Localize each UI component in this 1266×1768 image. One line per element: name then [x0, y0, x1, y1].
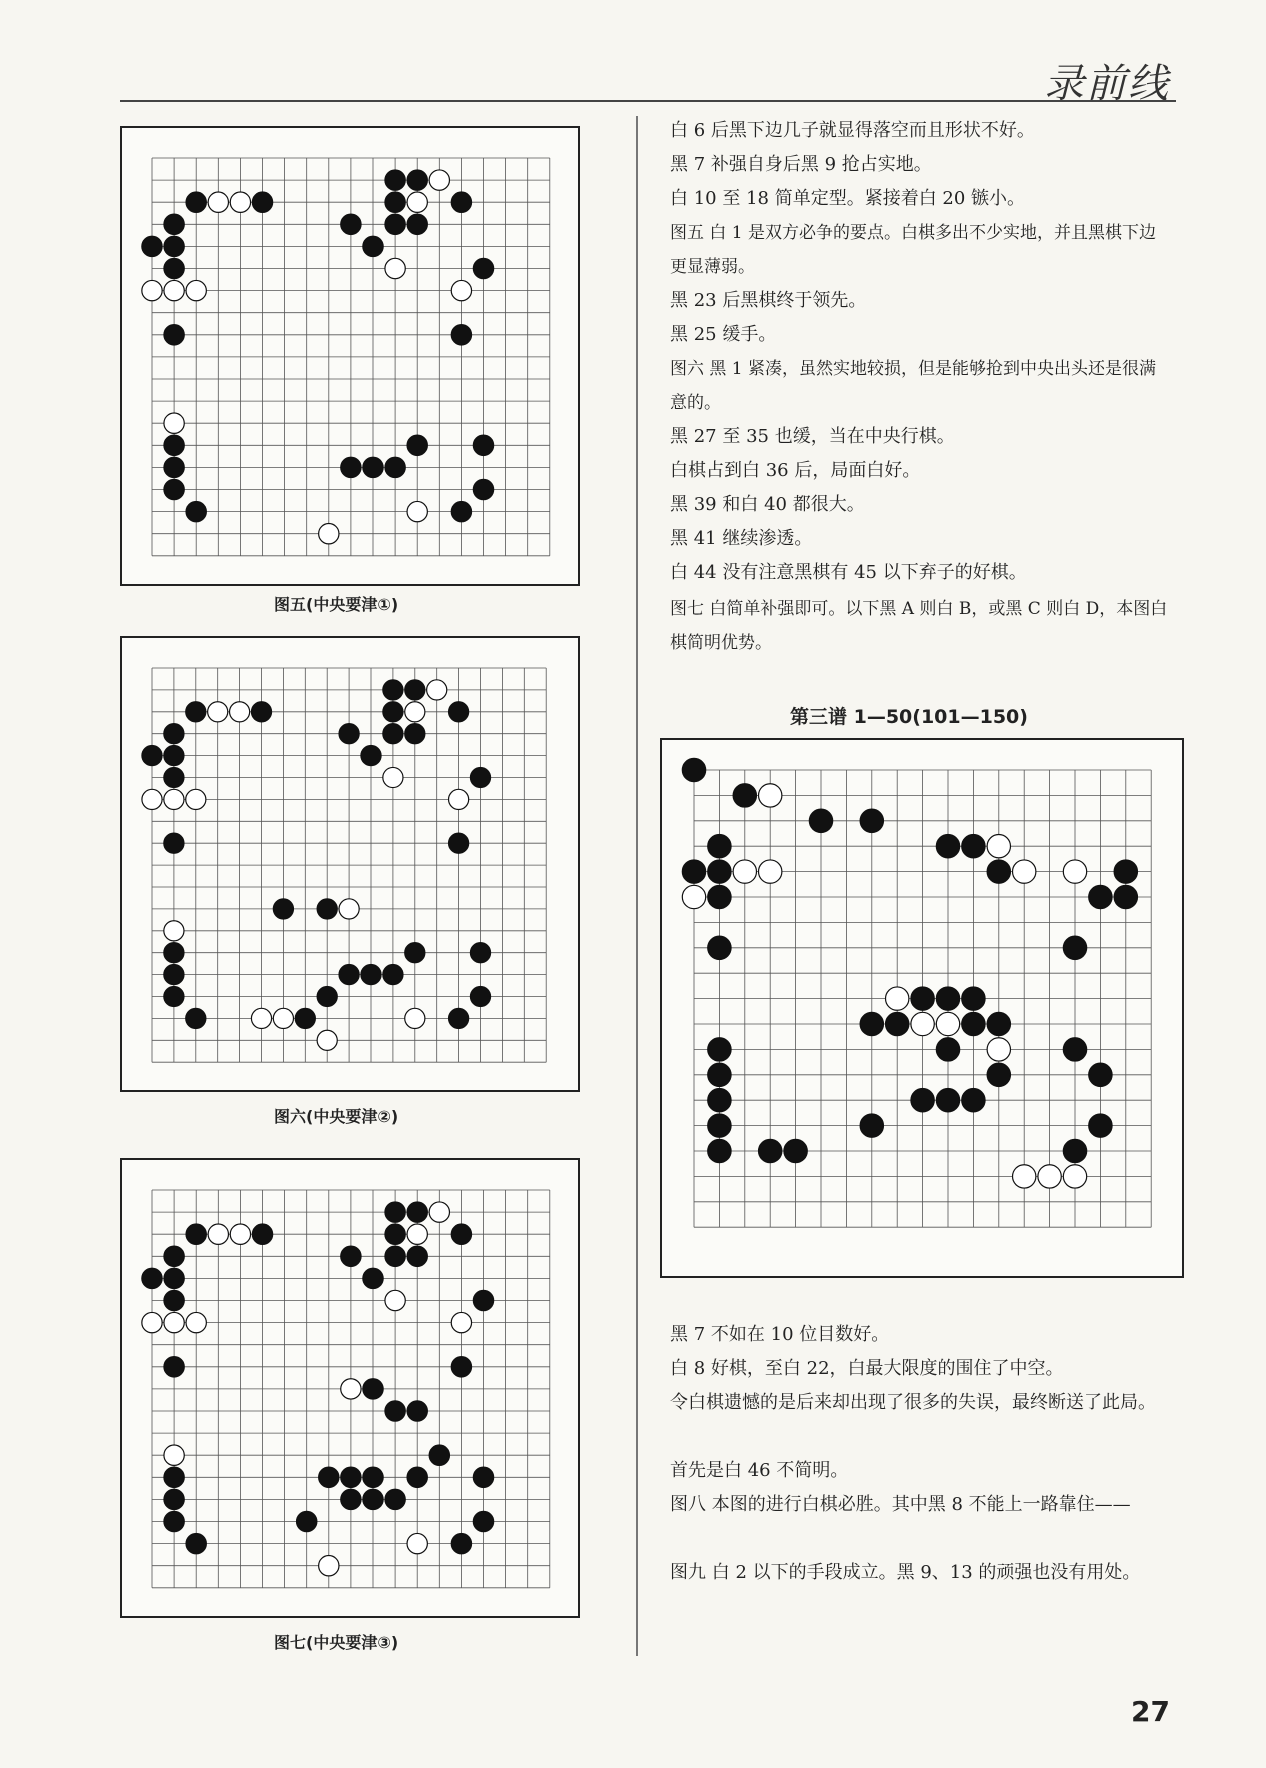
black-stone: [936, 987, 959, 1010]
black-stone: [473, 1467, 493, 1487]
black-stone: [383, 680, 403, 700]
black-stone: [451, 192, 471, 212]
black-stone: [164, 435, 184, 455]
diagram-6-caption: 图六(中央要津②): [274, 1107, 399, 1126]
white-stone: [449, 789, 469, 809]
black-stone: [164, 1467, 184, 1487]
page-number: 27: [1131, 1695, 1170, 1728]
black-stone: [473, 479, 493, 499]
go-board-game-record: [660, 738, 1184, 1278]
black-stone: [1063, 1038, 1086, 1061]
black-stone: [186, 702, 206, 722]
black-stone: [936, 835, 959, 858]
commentary-figure-8: 图八 本图的进行白棋必胜。其中黑 8 不能上一路靠住——: [670, 1494, 1131, 1515]
black-stone: [962, 1089, 985, 1112]
white-stone: [405, 1008, 425, 1028]
white-stone: [251, 1008, 271, 1028]
white-stone: [230, 702, 250, 722]
commentary-line: 黑 7 不如在 10 位目数好。: [670, 1324, 890, 1345]
white-stone: [341, 1379, 361, 1399]
black-stone: [164, 236, 184, 256]
black-stone: [341, 457, 361, 477]
black-stone: [473, 258, 493, 278]
black-stone: [385, 192, 405, 212]
black-stone: [142, 236, 162, 256]
black-stone: [252, 1224, 272, 1244]
black-stone: [164, 1246, 184, 1266]
black-stone: [407, 214, 427, 234]
black-stone: [911, 987, 934, 1010]
black-stone: [319, 1467, 339, 1487]
black-stone: [164, 1357, 184, 1377]
commentary-line: 白棋占到白 36 后，局面白好。: [670, 460, 921, 481]
white-stone: [385, 258, 405, 278]
black-stone: [451, 1224, 471, 1244]
white-stone: [429, 1202, 449, 1222]
white-stone: [407, 501, 427, 521]
white-stone: [164, 413, 184, 433]
white-stone: [142, 280, 162, 300]
black-stone: [860, 1012, 883, 1035]
black-stone: [164, 479, 184, 499]
black-stone: [164, 457, 184, 477]
commentary-line: 白 44 没有注意黑棋有 45 以下弃子的好棋。: [670, 562, 1027, 583]
go-board-diagram-7: [120, 1158, 580, 1618]
white-stone: [429, 170, 449, 190]
black-stone: [962, 987, 985, 1010]
black-stone: [251, 702, 271, 722]
black-stone: [295, 1008, 315, 1028]
white-stone: [911, 1012, 934, 1035]
black-stone: [164, 258, 184, 278]
commentary-figure-7: 图七 白简单补强即可。以下黑 A 则白 B，或黑 C 则白 D，本图白棋简明优势。: [670, 599, 1168, 653]
black-stone: [962, 1012, 985, 1035]
white-stone: [319, 1556, 339, 1576]
go-board-diagram-5: [120, 126, 580, 586]
white-stone: [451, 280, 471, 300]
white-stone: [405, 702, 425, 722]
white-stone: [164, 1445, 184, 1465]
commentary-figure-5: 图五 白 1 是双方必争的要点。白棋多出不少实地，并且黑棋下边更显薄弱。: [670, 223, 1157, 277]
black-stone: [317, 986, 337, 1006]
commentary-line: 白 6 后黑下边几子就显得落空而且形状不好。: [670, 120, 1035, 141]
white-stone: [427, 680, 447, 700]
black-stone: [1114, 885, 1137, 908]
black-stone: [385, 457, 405, 477]
white-stone: [319, 524, 339, 544]
white-stone: [208, 1224, 228, 1244]
black-stone: [361, 965, 381, 985]
black-stone: [470, 986, 490, 1006]
black-stone: [164, 767, 184, 787]
commentary-line: 黑 7 补强自身后黑 9 抢占实地。: [670, 154, 932, 175]
white-stone: [1013, 860, 1036, 883]
black-stone: [809, 809, 832, 832]
commentary-figure-6: 图六 黑 1 紧凑，虽然实地较损，但是能够抢到中央出头还是很满意的。: [670, 359, 1157, 413]
black-stone: [383, 965, 403, 985]
black-stone: [164, 965, 184, 985]
black-stone: [405, 943, 425, 963]
white-stone: [186, 280, 206, 300]
black-stone: [407, 1401, 427, 1421]
black-stone: [708, 936, 731, 959]
black-stone: [341, 1489, 361, 1509]
black-stone: [708, 1063, 731, 1086]
black-stone: [252, 192, 272, 212]
white-stone: [1013, 1165, 1036, 1188]
black-stone: [860, 1114, 883, 1137]
black-stone: [682, 758, 705, 781]
black-stone: [383, 702, 403, 722]
black-stone: [987, 1063, 1010, 1086]
white-stone: [407, 192, 427, 212]
black-stone: [363, 1379, 383, 1399]
white-stone: [164, 280, 184, 300]
black-stone: [473, 1290, 493, 1310]
black-stone: [405, 724, 425, 744]
black-stone: [407, 1467, 427, 1487]
go-board-diagram-6: [120, 636, 580, 1092]
black-stone: [1063, 1139, 1086, 1162]
black-stone: [429, 1445, 449, 1465]
commentary-line: 白 10 至 18 简单定型。紧接着白 20 镞小。: [670, 188, 1026, 209]
black-stone: [341, 1467, 361, 1487]
black-stone: [886, 1012, 909, 1035]
commentary-line: 黑 41 继续渗透。: [670, 528, 813, 549]
white-stone: [987, 1038, 1010, 1061]
black-stone: [383, 724, 403, 744]
black-stone: [708, 885, 731, 908]
black-stone: [164, 1290, 184, 1310]
black-stone: [451, 1533, 471, 1553]
white-stone: [1063, 1165, 1086, 1188]
black-stone: [164, 833, 184, 853]
black-stone: [363, 1268, 383, 1288]
white-stone: [682, 885, 705, 908]
black-stone: [911, 1089, 934, 1112]
black-stone: [473, 435, 493, 455]
black-stone: [164, 325, 184, 345]
black-stone: [164, 943, 184, 963]
white-stone: [383, 767, 403, 787]
black-stone: [385, 1401, 405, 1421]
game-record-title: 第三谱 1—50(101—150): [790, 706, 1028, 728]
black-stone: [449, 833, 469, 853]
white-stone: [1038, 1165, 1061, 1188]
commentary-figure-9: 图九 白 2 以下的手段成立。黑 9、13 的顽强也没有用处。: [670, 1562, 1141, 1583]
black-stone: [186, 1533, 206, 1553]
white-stone: [987, 835, 1010, 858]
white-stone: [186, 1312, 206, 1332]
commentary-line: 黑 23 后黑棋终于领先。: [670, 290, 867, 311]
black-stone: [164, 746, 184, 766]
black-stone: [385, 1202, 405, 1222]
black-stone: [1063, 936, 1086, 959]
black-stone: [451, 1357, 471, 1377]
white-stone: [142, 1312, 162, 1332]
black-stone: [341, 214, 361, 234]
black-stone: [470, 943, 490, 963]
page-header-title: 录前线: [1044, 61, 1170, 107]
black-stone: [860, 809, 883, 832]
diagram-7-caption: 图七(中央要津③): [274, 1633, 399, 1652]
diagram-5-caption: 图五(中央要津①): [274, 595, 399, 614]
white-stone: [230, 1224, 250, 1244]
black-stone: [759, 1139, 782, 1162]
black-stone: [164, 214, 184, 234]
header-rule: [120, 100, 1176, 102]
black-stone: [186, 501, 206, 521]
black-stone: [385, 1246, 405, 1266]
black-stone: [407, 1202, 427, 1222]
black-stone: [708, 1139, 731, 1162]
black-stone: [733, 784, 756, 807]
commentary-line: 黑 25 缓手。: [670, 324, 777, 345]
white-stone: [407, 1224, 427, 1244]
black-stone: [186, 192, 206, 212]
column-divider: [636, 116, 638, 1656]
black-stone: [1089, 1114, 1112, 1137]
white-stone: [759, 784, 782, 807]
black-stone: [407, 1246, 427, 1266]
black-stone: [164, 1511, 184, 1531]
black-stone: [363, 457, 383, 477]
white-stone: [385, 1290, 405, 1310]
white-stone: [164, 921, 184, 941]
black-stone: [784, 1139, 807, 1162]
black-stone: [363, 1489, 383, 1509]
white-stone: [230, 192, 250, 212]
black-stone: [186, 1224, 206, 1244]
black-stone: [273, 899, 293, 919]
black-stone: [708, 860, 731, 883]
black-stone: [164, 986, 184, 1006]
black-stone: [385, 170, 405, 190]
black-stone: [339, 724, 359, 744]
black-stone: [385, 1489, 405, 1509]
black-stone: [449, 1008, 469, 1028]
commentary-line: 黑 39 和白 40 都很大。: [670, 494, 865, 515]
black-stone: [297, 1511, 317, 1531]
black-stone: [1114, 860, 1137, 883]
white-stone: [164, 789, 184, 809]
black-stone: [962, 835, 985, 858]
black-stone: [405, 680, 425, 700]
black-stone: [708, 1114, 731, 1137]
black-stone: [361, 746, 381, 766]
black-stone: [385, 214, 405, 234]
black-stone: [470, 767, 490, 787]
black-stone: [936, 1089, 959, 1112]
black-stone: [407, 435, 427, 455]
white-stone: [317, 1030, 337, 1050]
black-stone: [451, 501, 471, 521]
black-stone: [164, 724, 184, 744]
black-stone: [363, 1467, 383, 1487]
black-stone: [936, 1038, 959, 1061]
black-stone: [385, 1224, 405, 1244]
black-stone: [708, 1089, 731, 1112]
black-stone: [1089, 1063, 1112, 1086]
white-stone: [759, 860, 782, 883]
black-stone: [363, 236, 383, 256]
black-stone: [142, 1268, 162, 1288]
white-stone: [208, 192, 228, 212]
black-stone: [339, 965, 359, 985]
black-stone: [682, 860, 705, 883]
black-stone: [317, 899, 337, 919]
black-stone: [449, 702, 469, 722]
white-stone: [407, 1533, 427, 1553]
white-stone: [451, 1312, 471, 1332]
black-stone: [164, 1268, 184, 1288]
black-stone: [1089, 885, 1112, 908]
black-stone: [164, 1489, 184, 1509]
black-stone: [473, 1511, 493, 1531]
black-stone: [142, 746, 162, 766]
commentary-line: 令白棋遗憾的是后来却出现了很多的失误，最终断送了此局。: [670, 1392, 1156, 1413]
black-stone: [987, 860, 1010, 883]
white-stone: [186, 789, 206, 809]
black-stone: [407, 170, 427, 190]
white-stone: [164, 1312, 184, 1332]
white-stone: [936, 1012, 959, 1035]
black-stone: [186, 1008, 206, 1028]
commentary-line: 首先是白 46 不简明。: [670, 1460, 849, 1481]
white-stone: [142, 789, 162, 809]
white-stone: [339, 899, 359, 919]
white-stone: [733, 860, 756, 883]
black-stone: [341, 1246, 361, 1266]
white-stone: [886, 987, 909, 1010]
black-stone: [708, 1038, 731, 1061]
black-stone: [451, 325, 471, 345]
black-stone: [708, 835, 731, 858]
white-stone: [208, 702, 228, 722]
commentary-line: 黑 27 至 35 也缓，当在中央行棋。: [670, 426, 955, 447]
white-stone: [273, 1008, 293, 1028]
commentary-line: 白 8 好棋，至白 22，白最大限度的围住了中空。: [670, 1358, 1064, 1379]
white-stone: [1063, 860, 1086, 883]
black-stone: [987, 1012, 1010, 1035]
